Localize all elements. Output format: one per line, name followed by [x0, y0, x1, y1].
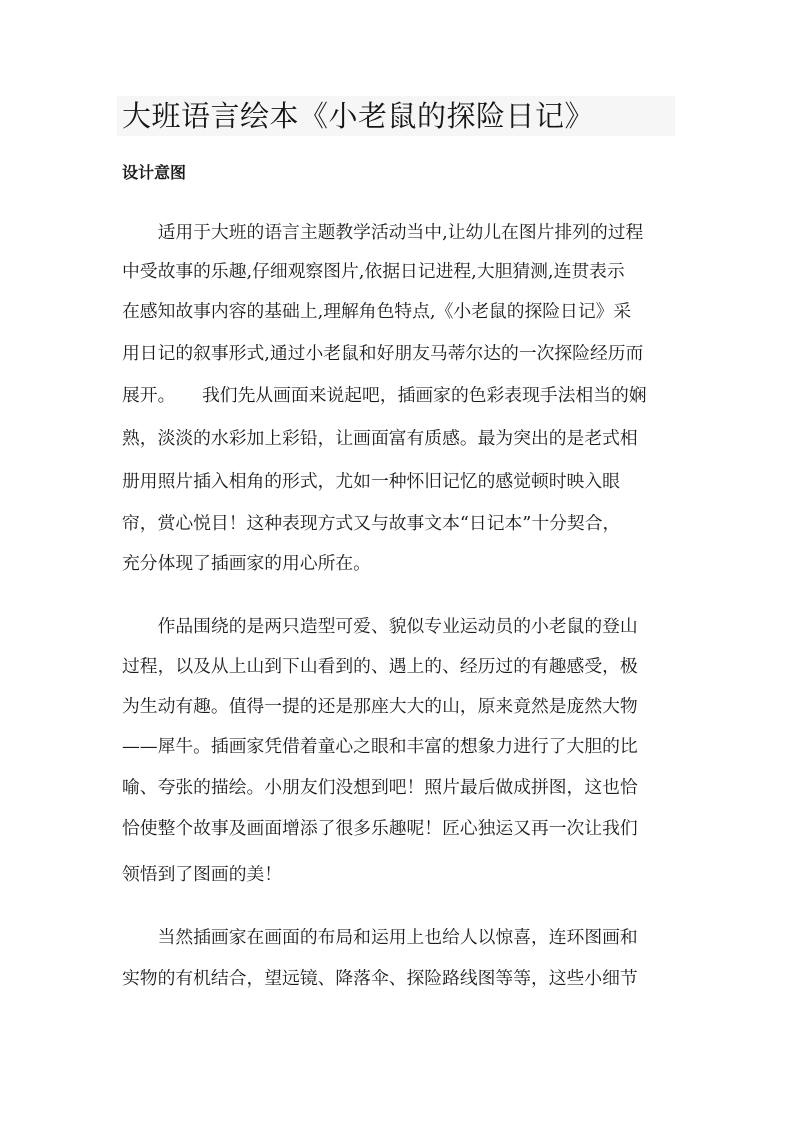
text-line: 领悟到了图画的美！	[122, 864, 283, 885]
text-line: 册用照片插入相角的形式，尤如一种怀旧记忆的感觉顿时映入眼	[122, 471, 620, 492]
text-line: 在感知故事内容的基础上,理解角色特点,《小老鼠的探险日记》采	[122, 301, 632, 322]
page-title: 大班语言绘本《小老鼠的探险日记》	[122, 99, 595, 133]
text-line: 喻、夸张的描绘。小朋友们没想到吧！照片最后做成拼图，这也恰	[122, 777, 638, 798]
text-line: ——犀牛。插画家凭借着童心之眼和丰富的想象力进行了大胆的比	[122, 736, 638, 757]
text-line: 展开。 我们先从画面来说起吧，插画家的色彩表现手法相当的娴	[122, 385, 647, 406]
text-line: 当然插画家在画面的布局和运用上也给人以惊喜，连环图画和	[122, 927, 638, 948]
text-line: 过程，以及从上山到下山看到的、遇上的、经历过的有趣感受，极	[122, 656, 638, 677]
text-line: 用日记的叙事形式,通过小老鼠和好朋友马蒂尔达的一次探险经历而	[122, 343, 644, 364]
text-line: 充分体现了插画家的用心所在。	[122, 553, 371, 574]
text-line: 适用于大班的语言主题教学活动当中,让幼儿在图片排列的过程	[122, 222, 644, 243]
text-line: 恰使整个故事及画面增添了很多乐趣呢！匠心独运又再一次让我们	[122, 818, 638, 839]
text-line: 中受故事的乐趣,仔细观察图片,依据日记进程,大胆猜测,连贯表示	[122, 261, 625, 282]
text-line: 实物的有机结合，望远镜、降落伞、探险路线图等等，这些小细节	[122, 968, 638, 989]
section-heading: 设计意图	[122, 163, 187, 182]
text-line: 为生动有趣。值得一提的还是那座大大的山，原来竟然是庞然大物	[122, 696, 638, 717]
text-line: 作品围绕的是两只造型可爱、貌似专业运动员的小老鼠的登山	[122, 616, 638, 637]
text-line: 熟，淡淡的水彩加上彩铅，让画面富有质感。最为突出的是老式相	[122, 428, 638, 449]
text-line: 帘，赏心悦目！这种表现方式又与故事文本“日记本”十分契合，	[122, 513, 621, 534]
